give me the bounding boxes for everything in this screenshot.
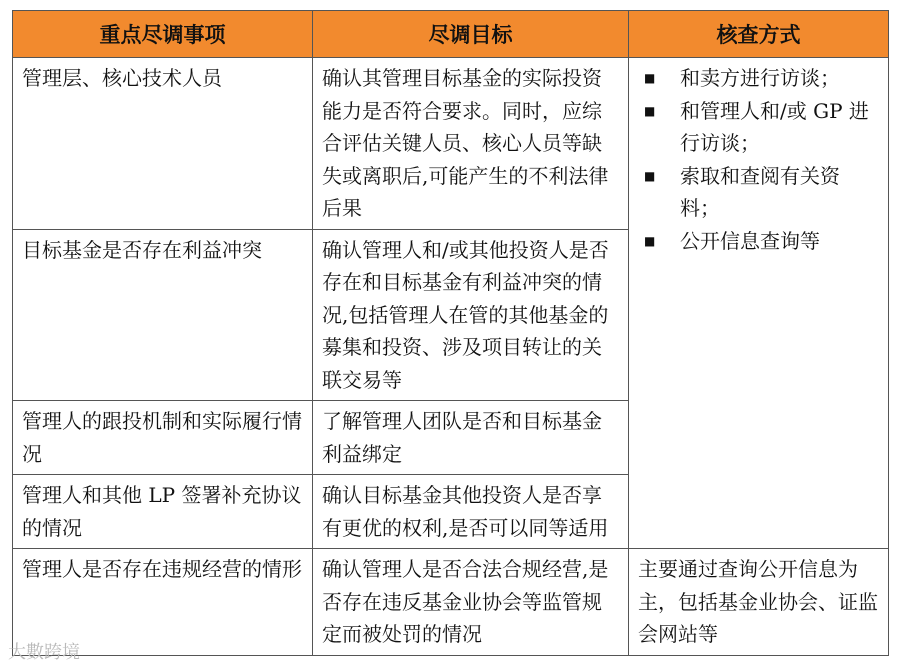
method-item: ■ 公开信息查询等 [638,225,879,258]
bullet-icon: ■ [644,168,656,183]
header-row [13,11,889,58]
header-method: 核查方式 [629,11,889,58]
row-goal: 确认管理人是否合法合规经营,是否存在违反基金业协会等监管规定而被处罚的情况 [313,549,629,656]
method-list [638,62,879,257]
header-key-items: 重点尽调事项 [13,11,313,58]
row-item: 管理人的跟投机制和实际履行情况 [13,401,313,475]
bullet-icon: ■ [644,233,656,248]
method-item: ■ 和卖方进行访谈； [638,62,879,95]
row-item: 管理人是否存在违规经营的情形 [13,549,313,656]
table-row [13,58,889,230]
row-goal: 确认管理人和/或其他投资人是否存在和目标基金有利益冲突的情况,包括管理人在管的其他基金的募集和投资、涉及项目转让的关联交易等 [313,229,629,401]
shared-method-cell [629,58,889,549]
due-diligence-table [12,10,889,656]
row-goal: 确认其管理目标基金的实际投资能力是否符合要求。同时，应综合评估关键人员、核心人员等缺失或离职后,可能产生的不利法律后果 [313,58,629,230]
method-item: ■ 和管理人和/或 GP 进行访谈； [638,95,879,160]
row-method: 主要通过查询公开信息为主，包括基金业协会、证监会网站等 [629,549,889,656]
row-item: 管理层、核心技术人员 [13,58,313,230]
row-item: 目标基金是否存在利益冲突 [13,229,313,401]
row-goal: 了解管理人团队是否和目标基金利益绑定 [313,401,629,475]
method-item: ■ 索取和查阅有关资料； [638,160,879,225]
bullet-icon: ■ [644,103,656,118]
row-goal: 确认目标基金其他投资人是否享有更优的权利,是否可以同等适用 [313,475,629,549]
row-item: 管理人和其他 LP 签署补充协议的情况 [13,475,313,549]
table-row [13,549,889,656]
bullet-icon: ■ [644,71,656,85]
watermark: 大數跨境 [8,642,80,663]
header-goal: 尽调目标 [313,11,629,58]
